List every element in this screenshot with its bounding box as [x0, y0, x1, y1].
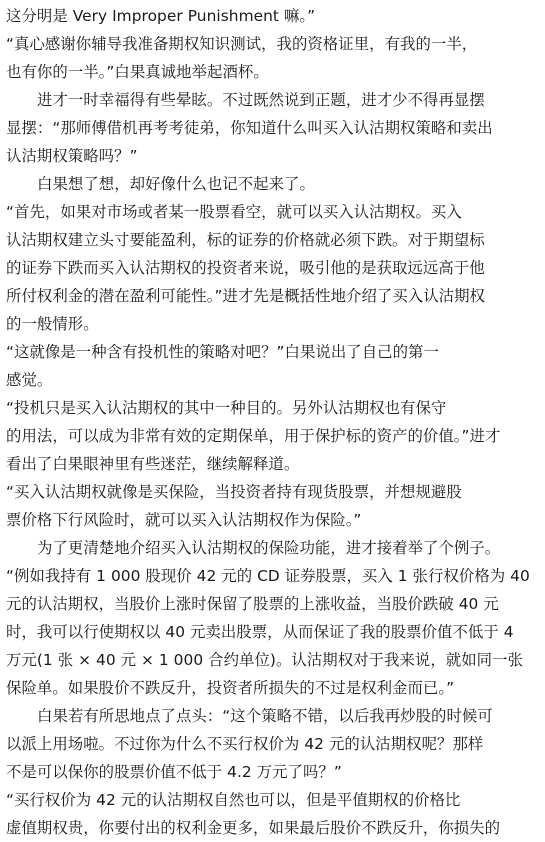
- text-line: 以派上用场啦。不过你为什么不买行权价为 42 元的认沽期权呢？那样: [6, 735, 484, 753]
- text-line: “买入认沽期权就像是买保险，当投资者持有现货股票，并想规避股: [6, 483, 462, 501]
- text-line: “真心感谢你辅导我准备期权知识测试，我的资格证里，有我的一半，: [6, 35, 478, 53]
- text-line: 虚值期权贵，你要付出的权利金更多，如果最后股价不跌反升，你损失的: [6, 819, 501, 837]
- text-line: 的一般情形。: [6, 315, 99, 333]
- text-line: 所付权利金的潜在盈利可能性。”进才先是概括性地介绍了买入认沽期权: [6, 287, 485, 305]
- text-line: 也有你的一半。”白果真诚地举起酒杯。: [6, 63, 269, 81]
- text-line: 认沽期权策略吗？”: [6, 147, 138, 165]
- text-line: 这分明是 Very Improper Punishment 嘛。”: [6, 7, 316, 25]
- text-line: 不是可以保你的股票价值不低于 4.2 万元了吗？”: [6, 763, 342, 781]
- text-line: 万元(1 张 × 40 元 × 1 000 合约单位)。认沽期权对于我来说，就如同一张: [6, 651, 524, 669]
- text-line: 进才一时幸福得有些晕眩。不过既然说到正题，进才少不得再显摆: [37, 91, 485, 109]
- text-line: “这就像是一种含有投机性的策略对吧？”白果说出了自己的第一: [6, 343, 439, 361]
- text-line: 的证券下跌而买入认沽期权的投资者来说，吸引他的是获取远远高于他: [6, 259, 485, 277]
- text-line: 保险单。如果股价不跌反升，投资者所损失的不过是权利金而已。”: [6, 679, 455, 697]
- text-line: 白果想了想，却好像什么也记不起来了。: [37, 175, 315, 193]
- text-line: 看出了白果眼神里有些迷茫，继续解释道。: [6, 455, 300, 473]
- text-line: “投机只是买入认沽期权的其中一种目的。另外认沽期权也有保守: [6, 399, 447, 417]
- text-line: 的用法，可以成为非常有效的定期保单，用于保护标的资产的价值。”进才: [6, 427, 501, 445]
- text-line: 元的认沽期权，当股价上涨时保留了股票的上涨收益，当股价跌破 40 元: [6, 595, 499, 613]
- text-line: 白果若有所思地点了点头：“这个策略不错，以后我再炒股的时候可: [37, 707, 493, 725]
- text-line: 时，我可以行使期权以 40 元卖出股票，从而保证了我的股票价值不低于 4: [6, 623, 514, 641]
- text-line: 认沽期权建立头寸要能盈利，标的证券的价格就必须下跌。对于期望标: [6, 231, 485, 249]
- text-line: 票价格下行风险时，就可以买入认沽期权作为保险。”: [6, 511, 362, 529]
- text-line: “首先，如果对市场或者某一股票看空，就可以买入认沽期权。买入: [6, 203, 462, 221]
- text-line: “例如我持有 1 000 股现价 42 元的 CD 证券股票，买入 1 张行权价格为 40: [6, 567, 530, 585]
- text-line: “买行权价为 42 元的认沽期权自然也可以，但是平值期权的价格比: [6, 791, 461, 809]
- text-line: 显摆：“那师傅借机再考考徒弟，你知道什么叫买入认沽期权策略和卖出: [6, 119, 493, 137]
- text-line: 感觉。: [6, 371, 53, 389]
- text-line: 为了更清楚地介绍买入认沽期权的保险功能，进才接着举了个例子。: [37, 539, 501, 557]
